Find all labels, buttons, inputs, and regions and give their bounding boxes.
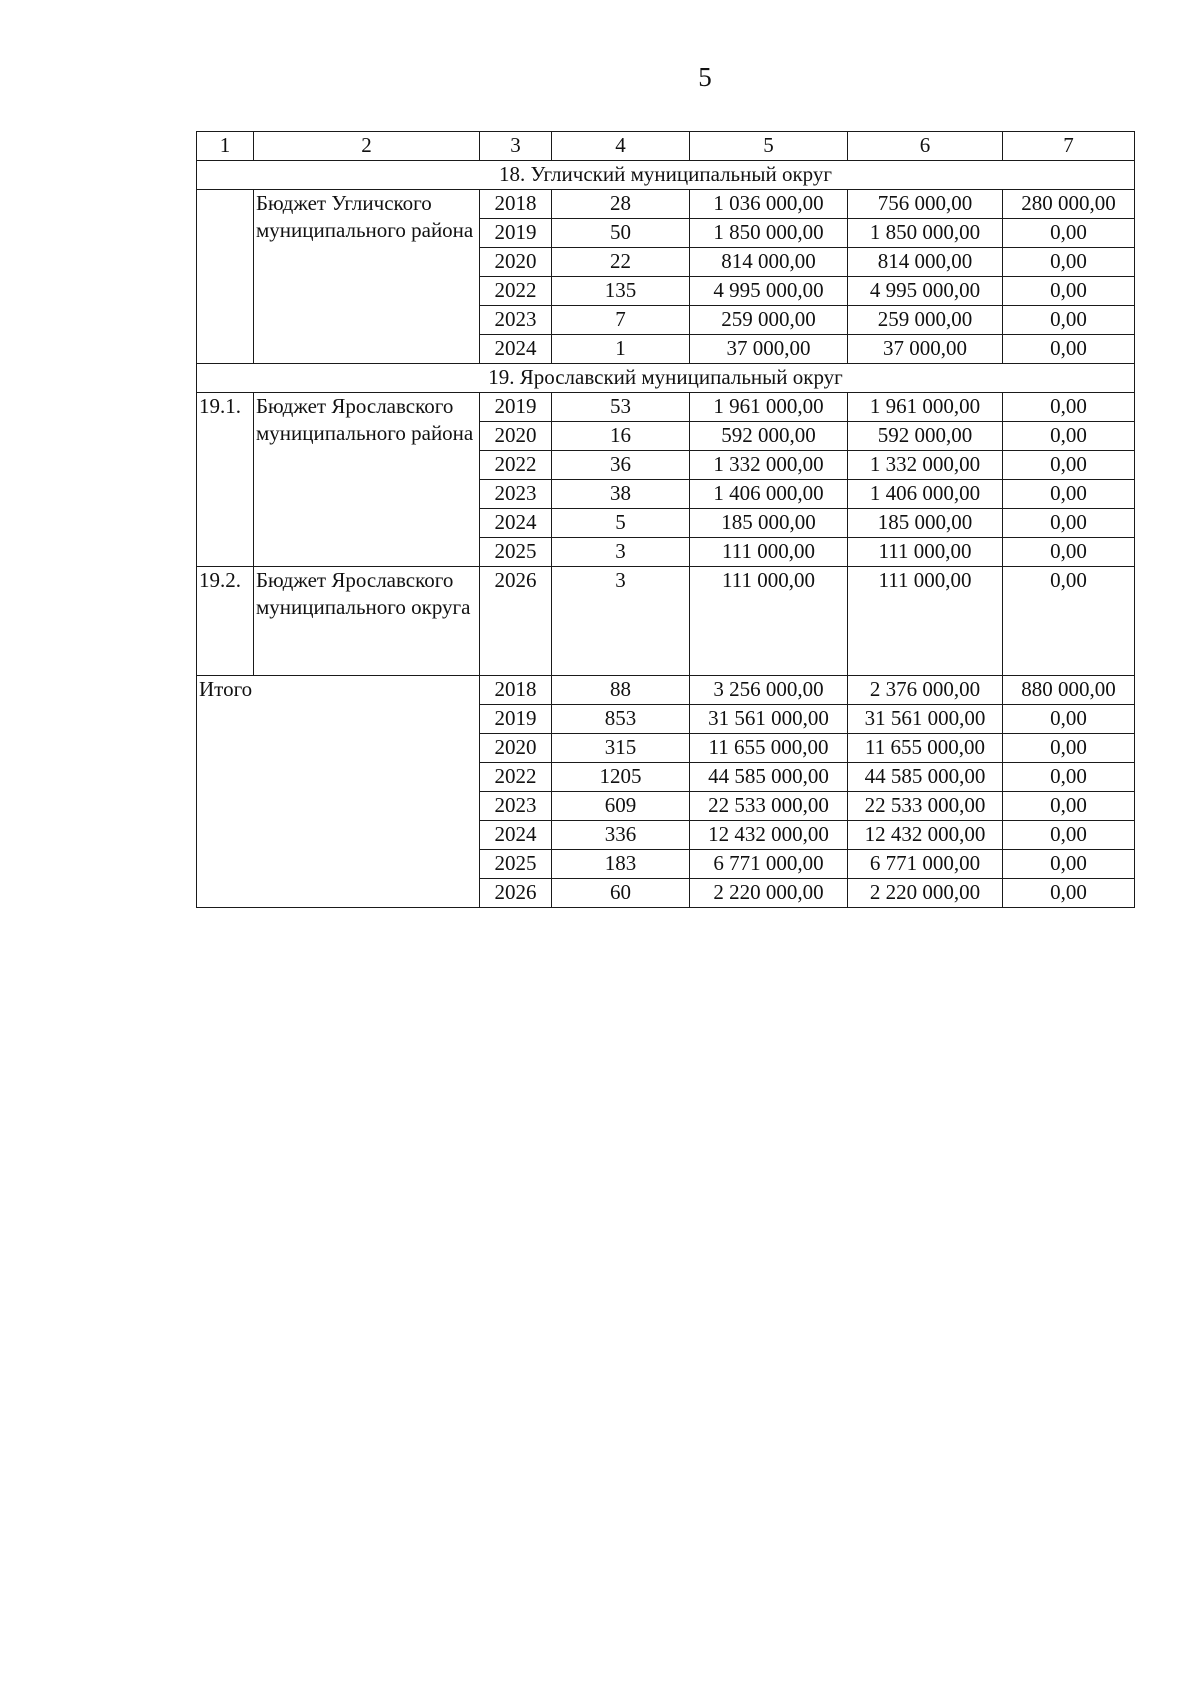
page-number: 5 (698, 62, 712, 92)
row-year: 2025 (480, 538, 552, 567)
row-amount-col7: 0,00 (1003, 509, 1135, 538)
row-year: 2024 (480, 335, 552, 364)
row-amount-col6: 1 961 000,00 (848, 393, 1003, 422)
row-year: 2022 (480, 277, 552, 306)
row-amount-col7: 0,00 (1003, 306, 1135, 335)
row-amount-col7: 0,00 (1003, 422, 1135, 451)
row-amount-total: 37 000,00 (690, 335, 848, 364)
row-year: 2019 (480, 705, 552, 734)
row-year: 2026 (480, 879, 552, 908)
row-amount-col6: 44 585 000,00 (848, 763, 1003, 792)
row-year: 2020 (480, 422, 552, 451)
budget-name: Бюджет Ярославского муниципального округа (254, 567, 480, 676)
row-count: 315 (552, 734, 690, 763)
row-count: 183 (552, 850, 690, 879)
row-count: 16 (552, 422, 690, 451)
budget-name: Бюджет Угличского муниципального района (254, 190, 480, 364)
row-amount-total: 1 406 000,00 (690, 480, 848, 509)
row-year: 2026 (480, 567, 552, 676)
row-amount-col6: 31 561 000,00 (848, 705, 1003, 734)
row-count: 36 (552, 451, 690, 480)
row-count: 3 (552, 538, 690, 567)
column-number: 1 (197, 132, 254, 161)
column-number: 4 (552, 132, 690, 161)
row-count: 88 (552, 676, 690, 705)
table-body (197, 132, 1135, 908)
row-amount-total: 185 000,00 (690, 509, 848, 538)
row-amount-total: 111 000,00 (690, 538, 848, 567)
row-amount-total: 12 432 000,00 (690, 821, 848, 850)
section-title: 19. Ярославский муниципальный округ (197, 364, 1135, 393)
row-count: 38 (552, 480, 690, 509)
row-year: 2023 (480, 306, 552, 335)
row-amount-col6: 37 000,00 (848, 335, 1003, 364)
row-amount-col6: 1 850 000,00 (848, 219, 1003, 248)
row-amount-col6: 4 995 000,00 (848, 277, 1003, 306)
row-year: 2018 (480, 676, 552, 705)
row-amount-total: 1 036 000,00 (690, 190, 848, 219)
row-amount-col6: 11 655 000,00 (848, 734, 1003, 763)
row-amount-col6: 2 376 000,00 (848, 676, 1003, 705)
row-year: 2020 (480, 248, 552, 277)
row-year: 2024 (480, 821, 552, 850)
row-amount-total: 111 000,00 (690, 567, 848, 676)
row-amount-total: 3 256 000,00 (690, 676, 848, 705)
row-amount-col7: 0,00 (1003, 248, 1135, 277)
total-row (197, 676, 1135, 705)
row-amount-col7: 0,00 (1003, 567, 1135, 676)
row-amount-col7: 0,00 (1003, 393, 1135, 422)
row-amount-total: 2 220 000,00 (690, 879, 848, 908)
row-count: 53 (552, 393, 690, 422)
row-count: 5 (552, 509, 690, 538)
item-number: 19.1. (197, 393, 254, 567)
row-year: 2022 (480, 763, 552, 792)
row-amount-total: 1 961 000,00 (690, 393, 848, 422)
total-label: Итого (197, 676, 480, 908)
row-amount-col7: 0,00 (1003, 879, 1135, 908)
row-amount-col7: 0,00 (1003, 277, 1135, 306)
row-amount-total: 1 850 000,00 (690, 219, 848, 248)
row-amount-col7: 280 000,00 (1003, 190, 1135, 219)
row-amount-col6: 6 771 000,00 (848, 850, 1003, 879)
row-count: 853 (552, 705, 690, 734)
row-count: 1 (552, 335, 690, 364)
row-year: 2022 (480, 451, 552, 480)
row-amount-total: 259 000,00 (690, 306, 848, 335)
row-amount-col6: 2 220 000,00 (848, 879, 1003, 908)
table-row (197, 567, 1135, 676)
row-amount-col6: 185 000,00 (848, 509, 1003, 538)
row-count: 1205 (552, 763, 690, 792)
row-amount-col6: 12 432 000,00 (848, 821, 1003, 850)
budget-table (196, 131, 1135, 908)
row-amount-col7: 0,00 (1003, 705, 1135, 734)
row-year: 2023 (480, 480, 552, 509)
row-amount-total: 592 000,00 (690, 422, 848, 451)
row-amount-col7: 0,00 (1003, 734, 1135, 763)
row-year: 2023 (480, 792, 552, 821)
row-count: 336 (552, 821, 690, 850)
budget-name: Бюджет Ярославского муниципального района (254, 393, 480, 567)
row-year: 2019 (480, 393, 552, 422)
row-amount-col6: 22 533 000,00 (848, 792, 1003, 821)
row-amount-col7: 880 000,00 (1003, 676, 1135, 705)
column-number: 6 (848, 132, 1003, 161)
row-count: 7 (552, 306, 690, 335)
column-number: 5 (690, 132, 848, 161)
row-count: 22 (552, 248, 690, 277)
column-number: 7 (1003, 132, 1135, 161)
row-amount-col7: 0,00 (1003, 850, 1135, 879)
row-amount-col7: 0,00 (1003, 219, 1135, 248)
row-amount-total: 6 771 000,00 (690, 850, 848, 879)
section-title-row (197, 161, 1135, 190)
row-amount-col6: 592 000,00 (848, 422, 1003, 451)
row-count: 28 (552, 190, 690, 219)
column-number-row (197, 132, 1135, 161)
item-number: 19.2. (197, 567, 254, 676)
row-amount-total: 4 995 000,00 (690, 277, 848, 306)
row-count: 60 (552, 879, 690, 908)
item-number (197, 190, 254, 364)
row-amount-col6: 1 406 000,00 (848, 480, 1003, 509)
row-year: 2024 (480, 509, 552, 538)
row-year: 2025 (480, 850, 552, 879)
row-amount-total: 22 533 000,00 (690, 792, 848, 821)
row-amount-col7: 0,00 (1003, 451, 1135, 480)
row-amount-total: 44 585 000,00 (690, 763, 848, 792)
row-amount-col6: 111 000,00 (848, 567, 1003, 676)
row-amount-col6: 259 000,00 (848, 306, 1003, 335)
row-amount-total: 11 655 000,00 (690, 734, 848, 763)
row-year: 2020 (480, 734, 552, 763)
row-count: 609 (552, 792, 690, 821)
row-count: 3 (552, 567, 690, 676)
column-number: 3 (480, 132, 552, 161)
row-amount-col6: 814 000,00 (848, 248, 1003, 277)
row-amount-col7: 0,00 (1003, 335, 1135, 364)
column-number: 2 (254, 132, 480, 161)
row-amount-total: 814 000,00 (690, 248, 848, 277)
row-amount-col7: 0,00 (1003, 821, 1135, 850)
row-amount-col7: 0,00 (1003, 792, 1135, 821)
row-amount-total: 1 332 000,00 (690, 451, 848, 480)
row-amount-total: 31 561 000,00 (690, 705, 848, 734)
row-amount-col6: 111 000,00 (848, 538, 1003, 567)
row-year: 2018 (480, 190, 552, 219)
row-amount-col6: 756 000,00 (848, 190, 1003, 219)
row-amount-col6: 1 332 000,00 (848, 451, 1003, 480)
row-amount-col7: 0,00 (1003, 763, 1135, 792)
row-year: 2019 (480, 219, 552, 248)
row-amount-col7: 0,00 (1003, 538, 1135, 567)
row-count: 50 (552, 219, 690, 248)
table-row (197, 190, 1135, 219)
section-title: 18. Угличский муниципальный округ (197, 161, 1135, 190)
row-amount-col7: 0,00 (1003, 480, 1135, 509)
section-title-row (197, 364, 1135, 393)
table-row (197, 393, 1135, 422)
row-count: 135 (552, 277, 690, 306)
